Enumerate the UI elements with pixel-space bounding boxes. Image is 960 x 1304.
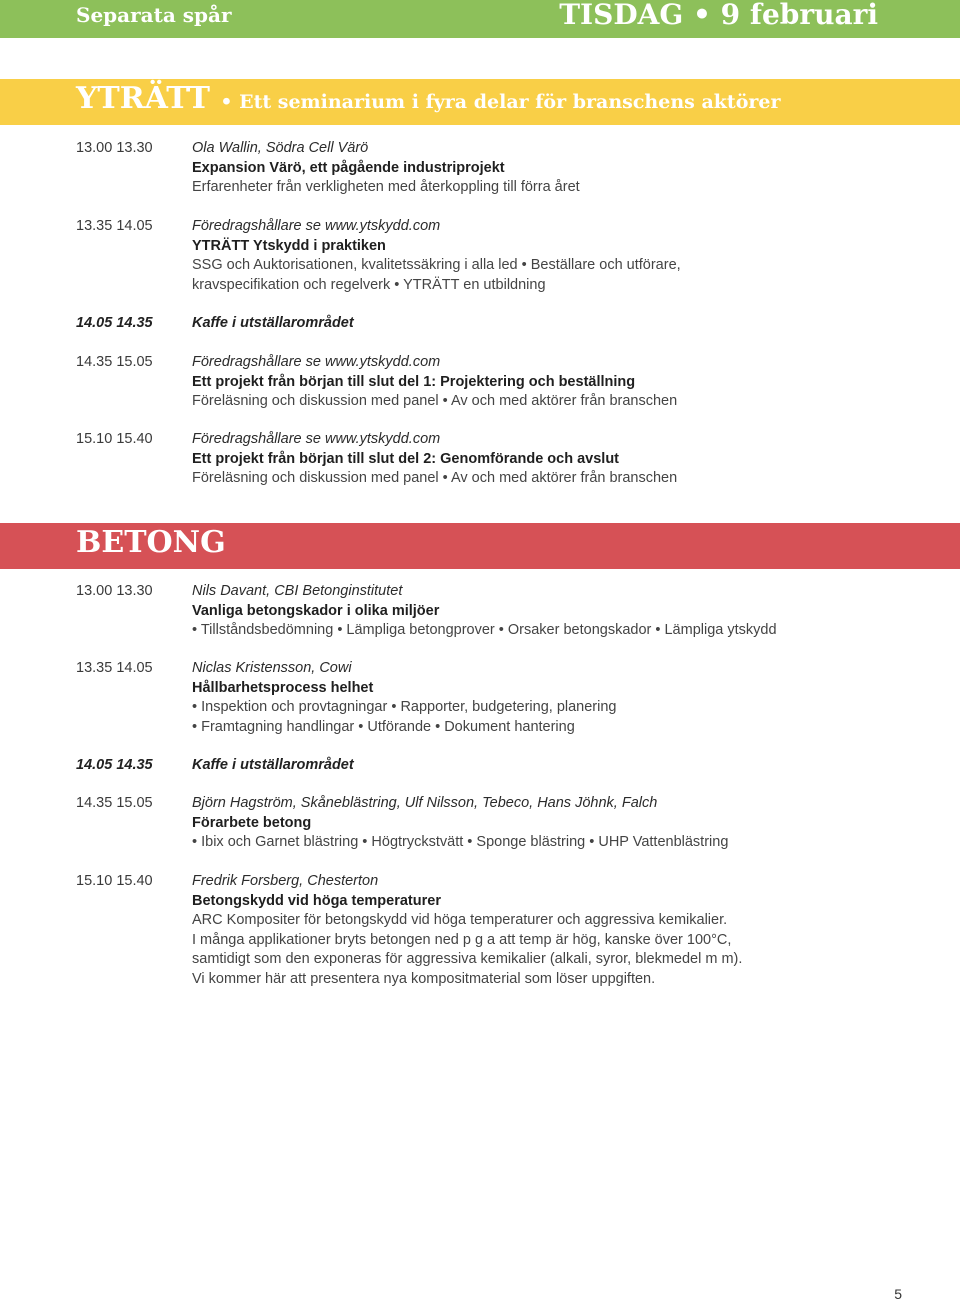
header-date: TISDAG • 9 februari [559,0,878,31]
entry-description: SSG och Auktorisationen, kvalitetssäkring i alla led • Beställare och utförare, [192,257,681,273]
entry-title: Ett projekt från början till slut del 1: Projektering och beställning [192,373,636,390]
entry-speaker: Föredragshållare se www.ytskydd.com [192,354,441,370]
entry-speaker: Ola Wallin, Södra Cell Värö [192,140,369,156]
section-heading-main: YTRÄTT [76,81,210,116]
entry-speaker: Fredrik Forsberg, Chesterton [192,873,379,889]
entry-title: YTRÄTT Ytskydd i praktiken [192,237,386,254]
entry-time: 13.35 14.05 [76,660,153,676]
section-heading: BETONG [76,525,226,560]
entry-description: I många applikationer bryts betongen ned p g a att temp är hög, kanske över 100°C, [192,931,732,948]
header-left-title: Separata spår [76,3,232,27]
entry-description: samtidigt som den exponeras för aggressiva kemikalier (alkali, syror, blekmedel m m). [192,951,743,967]
entry-speaker: Föredragshållare se www.ytskydd.com [192,431,441,447]
entry-description: • Tillståndsbedömning • Lämpliga betongprover • Orsaker betongskador • Lämpliga ytskydd [192,622,777,638]
entry-description: Föreläsning och diskussion med panel • Av och med aktörer från branschen [192,393,678,409]
section-subheading: • Ett seminarium i fyra delar för branschens aktörer [220,91,781,113]
entry-time: 14.35 15.05 [76,795,153,811]
entry-time: 13.00 13.30 [76,140,153,156]
entry-time: 14.35 15.05 [76,354,153,370]
section-banner-ytratt [0,79,960,125]
section-banner-betong [0,523,960,569]
entry-description: Vi kommer här att presentera nya kompositmaterial som löser uppgiften. [192,970,656,987]
entry-title: Expansion Värö, ett pågående industriprojekt [192,159,505,176]
entry-title: Förarbete betong [192,814,312,831]
entry-description: • Framtagning handlingar • Utförande • Dokument hantering [192,718,575,735]
entry-title: Ett projekt från början till slut del 2: Genomförande och avslut [192,450,619,467]
entry-time: 14.05 14.35 [76,315,153,331]
entry-description: ARC Kompositer för betongskydd vid höga temperaturer och aggressiva kemikalier. [192,912,728,928]
entry-title: Betongskydd vid höga temperaturer [192,892,441,909]
entry-time: 15.10 15.40 [76,431,153,447]
entry-time: 14.05 14.35 [76,757,153,773]
entry-speaker: Niclas Kristensson, Cowi [192,660,352,676]
entry-title: Vanliga betongskador i olika miljöer [192,602,440,619]
entry-time: 13.35 14.05 [76,218,153,234]
entry-time: 13.00 13.30 [76,583,153,599]
entry-description: Föreläsning och diskussion med panel • Av och med aktörer från branschen [192,470,678,486]
entry-description: kravspecifikation och regelverk • YTRÄTT en utbildning [192,276,546,293]
coffee-break: Kaffe i utställarområdet [192,315,354,331]
section-heading [76,81,780,116]
entry-title: Hållbarhetsprocess helhet [192,679,374,696]
page-number: 5 [894,1286,902,1302]
entry-description: Erfarenheter från verkligheten med återkoppling till förra året [192,179,580,195]
entry-time: 15.10 15.40 [76,873,153,889]
entry-description: • Ibix och Garnet blästring • Högtryckstvätt • Sponge blästring • UHP Vattenblästring [192,834,729,850]
top-header-bar [0,0,960,38]
entry-speaker: Föredragshållare se www.ytskydd.com [192,218,441,234]
coffee-break: Kaffe i utställarområdet [192,757,354,773]
entry-speaker: Nils Davant, CBI Betonginstitutet [192,583,403,599]
entry-speaker: Björn Hagström, Skåneblästring, Ulf Nilsson, Tebeco, Hans Jöhnk, Falch [192,795,658,811]
entry-description: • Inspektion och provtagningar • Rapporter, budgetering, planering [192,699,617,715]
